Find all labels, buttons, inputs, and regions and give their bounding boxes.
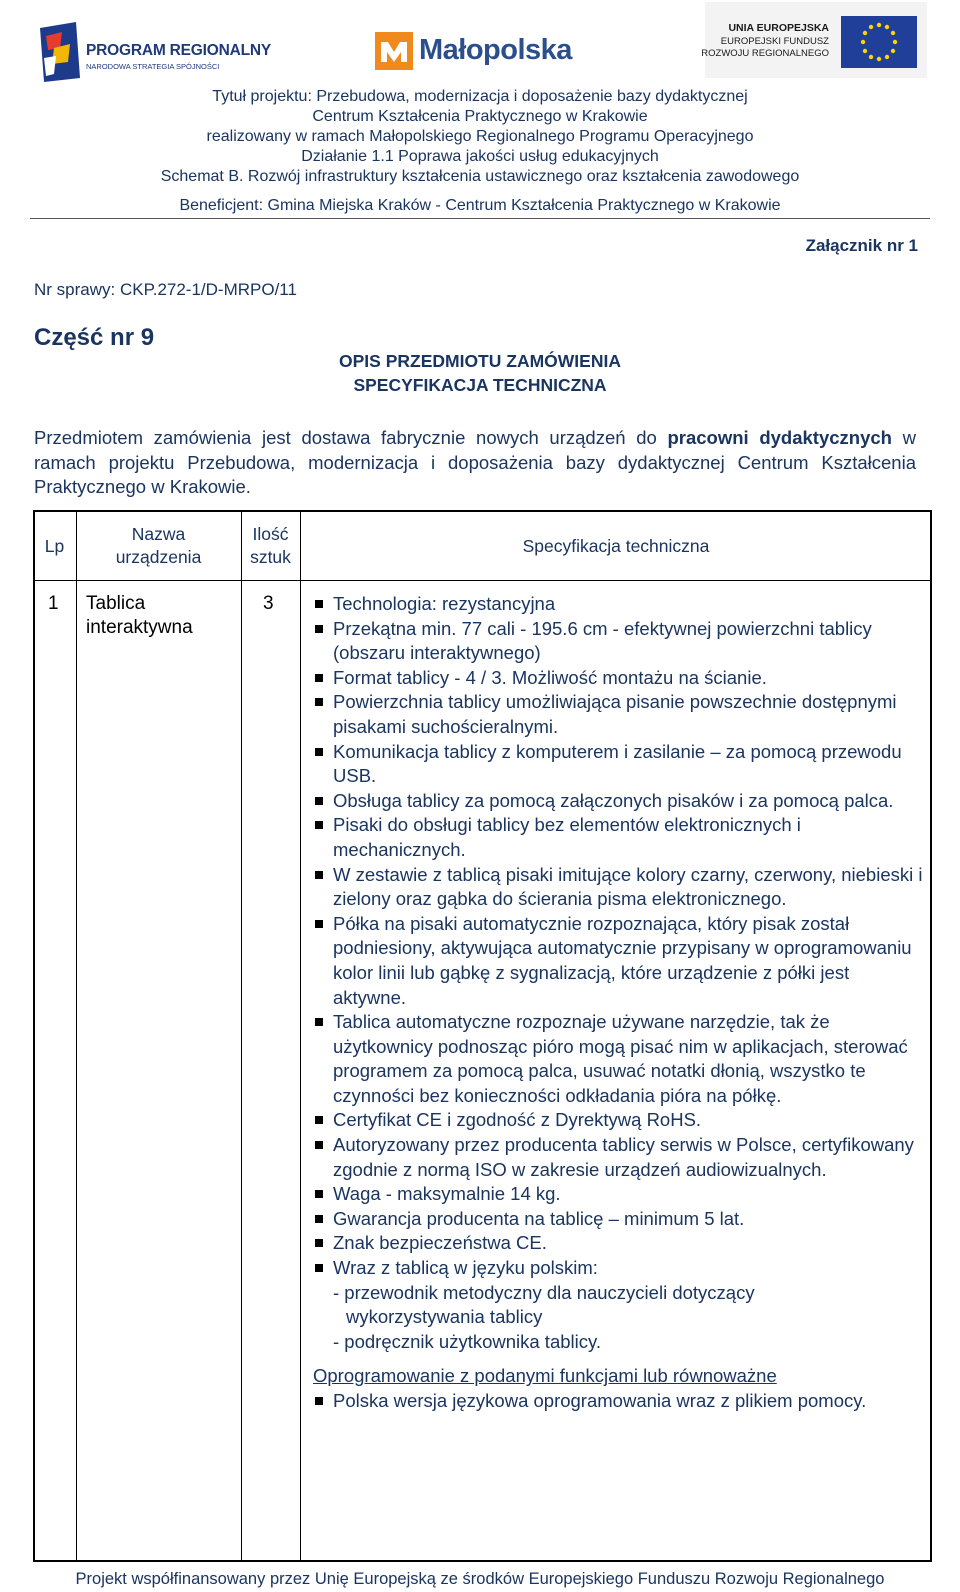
spec-item: Certyfikat CE i zgodność z Dyrektywą RoHS. bbox=[313, 1108, 925, 1133]
intro-bold: pracowni dydaktycznych bbox=[667, 427, 892, 448]
header-line-5: Schemat B. Rozwój infrastruktury kształcenia ustawicznego oraz kształcenia zawodowego bbox=[160, 168, 800, 185]
spec-item: Tablica automatyczne rozpoznaje używane narzędzie, tak że użytkownicy podnosząc pióro mogą pisać nim w aplikacjach, sterować programem za pomocą palca, usuwać notatki dłonią, wszystko te czynności bez konieczności odkładania pióra na półkę. bbox=[313, 1010, 925, 1108]
logo-title: Małopolska bbox=[419, 34, 572, 66]
row-nazwa-2: interaktywna bbox=[86, 617, 193, 638]
spec-list-container bbox=[313, 592, 925, 1414]
header-line-3: realizowany w ramach Małopolskiego Regionalnego Programu Operacyjnego bbox=[206, 128, 754, 145]
spec-item: Autoryzowany przez producenta tablicy serwis w Polsce, certyfikowany zgodnie z normą ISO w zakresie urządzeń audiowizualnych. bbox=[313, 1133, 925, 1182]
header-nazwa-1: Nazwa bbox=[131, 524, 186, 544]
table-col-divider bbox=[241, 510, 242, 1562]
logo-title: PROGRAM REGIONALNY bbox=[86, 42, 271, 59]
header-line-1: Tytuł projektu: Przebudowa, modernizacja i doposażenie bazy dydaktycznej bbox=[212, 88, 748, 105]
header-divider bbox=[30, 218, 930, 219]
beneficjent: Beneficjent: Gmina Miejska Kraków - Centrum Kształcenia Praktycznego w Krakowie bbox=[179, 197, 781, 214]
nr-sprawy: Nr sprawy: CKP.272-1/D-MRPO/11 bbox=[34, 280, 297, 299]
spec-item: W zestawie z tablicą pisaki imitujące kolory czarny, czerwony, niebieski i zielony oraz gąbka do ścierania pisma elektronicznego. bbox=[313, 863, 925, 912]
eu-logo bbox=[701, 2, 927, 78]
table-col-divider bbox=[76, 510, 77, 1562]
row-lp: 1 bbox=[48, 593, 59, 614]
title-line-2: SPECYFIKACJA TECHNICZNA bbox=[353, 375, 607, 395]
header-line-4: Działanie 1.1 Poprawa jakości usług edukacyjnych bbox=[301, 148, 659, 165]
zalacznik-label: Załącznik nr 1 bbox=[805, 236, 918, 255]
malopolska-logo bbox=[375, 30, 575, 74]
eu-logo-line3: ROZWOJU REGIONALNEGO bbox=[701, 48, 829, 59]
table-col-divider bbox=[300, 510, 301, 1562]
row-nazwa-1: Tablica bbox=[86, 593, 146, 614]
spec-item: Półka na pisaki automatycznie rozpoznająca, który pisak został podniesiony, aktywująca automatycznie przypisany w oprogramowaniu kolor linii lub gąbkę z sygnalizacją, które urządzenie z półki jest aktywne. bbox=[313, 912, 925, 1010]
program-regionalny-logo bbox=[40, 22, 271, 84]
program-regionalny-emblem-icon bbox=[40, 22, 80, 82]
title-line-1: OPIS PRZEDMIOTU ZAMÓWIENIA bbox=[339, 351, 621, 371]
spec-item: Znak bezpieczeństwa CE. bbox=[313, 1231, 925, 1256]
spec-sub-item: - podręcznik użytkownika tablicy. bbox=[333, 1330, 602, 1352]
header-lp: Lp bbox=[44, 536, 65, 556]
software-item: Polska wersja językowa oprogramowania wraz z plikiem pomocy. bbox=[313, 1389, 925, 1414]
header-ilosc-2: sztuk bbox=[250, 547, 291, 567]
spec-item: Format tablicy - 4 / 3. Możliwość montażu na ścianie. bbox=[313, 666, 925, 691]
header-ilosc-1: Ilość bbox=[252, 524, 289, 544]
spec-item: Przekątna min. 77 cali - 195.6 cm - efektywnej powierzchni tablicy (obszaru interaktywnego) bbox=[313, 617, 925, 666]
intro-text-1: Przedmiotem zamówienia jest dostawa fabrycznie nowych urządzeń do bbox=[34, 427, 668, 448]
spec-sub-item: wykorzystywania tablicy bbox=[346, 1306, 543, 1328]
intro-paragraph bbox=[34, 426, 916, 500]
spec-item: Technologia: rezystancyjna bbox=[313, 592, 925, 617]
malopolska-emblem-icon bbox=[375, 32, 413, 70]
spec-item: Waga - maksymalnie 14 kg. bbox=[313, 1182, 925, 1207]
software-heading: Oprogramowanie z podanymi funkcjami lub równoważne bbox=[313, 1365, 777, 1387]
spec-item: Powierzchnia tablicy umożliwiająca pisanie powszechnie dostępnymi pisakami suchościeralnymi. bbox=[313, 690, 925, 739]
intro-text-2: w ramach projektu Przebudowa, modernizacja i doposażenia bazy dydaktycznej Centrum Kształcenia Praktycznego w Krakowie. bbox=[34, 427, 916, 497]
spec-item: Gwarancja producenta na tablicę – minimum 5 lat. bbox=[313, 1207, 925, 1232]
header-spec: Specyfikacja techniczna bbox=[522, 536, 710, 556]
row-ilosc: 3 bbox=[263, 593, 274, 614]
eu-logo-line1: UNIA EUROPEJSKA bbox=[728, 22, 829, 34]
czesc-heading: Część nr 9 bbox=[34, 324, 155, 351]
eu-flag-icon bbox=[841, 16, 917, 68]
header-nazwa-2: urządzenia bbox=[115, 547, 202, 567]
logo-subtitle: NARODOWA STRATEGIA SPÓJNOŚCI bbox=[86, 62, 220, 71]
spec-item: Wraz z tablicą w języku polskim: bbox=[313, 1256, 925, 1281]
spec-item: Pisaki do obsługi tablicy bez elementów elektronicznych i mechanicznych. bbox=[313, 813, 925, 862]
header-line-2: Centrum Kształcenia Praktycznego w Krakowie bbox=[312, 108, 648, 125]
spec-item: Obsługa tablicy za pomocą załączonych pisaków i za pomocą palca. bbox=[313, 789, 925, 814]
spec-sub-item: - przewodnik metodyczny dla nauczycieli dotyczący bbox=[333, 1281, 755, 1303]
footer-text: Projekt współfinansowany przez Unię Europejską ze środków Europejskiego Funduszu Rozwoju Regionalnego bbox=[75, 1570, 885, 1588]
table-header-divider bbox=[33, 580, 932, 581]
spec-item: Komunikacja tablicy z komputerem i zasilanie – za pomocą przewodu USB. bbox=[313, 740, 925, 789]
eu-logo-line2: EUROPEJSKI FUNDUSZ bbox=[720, 36, 829, 47]
